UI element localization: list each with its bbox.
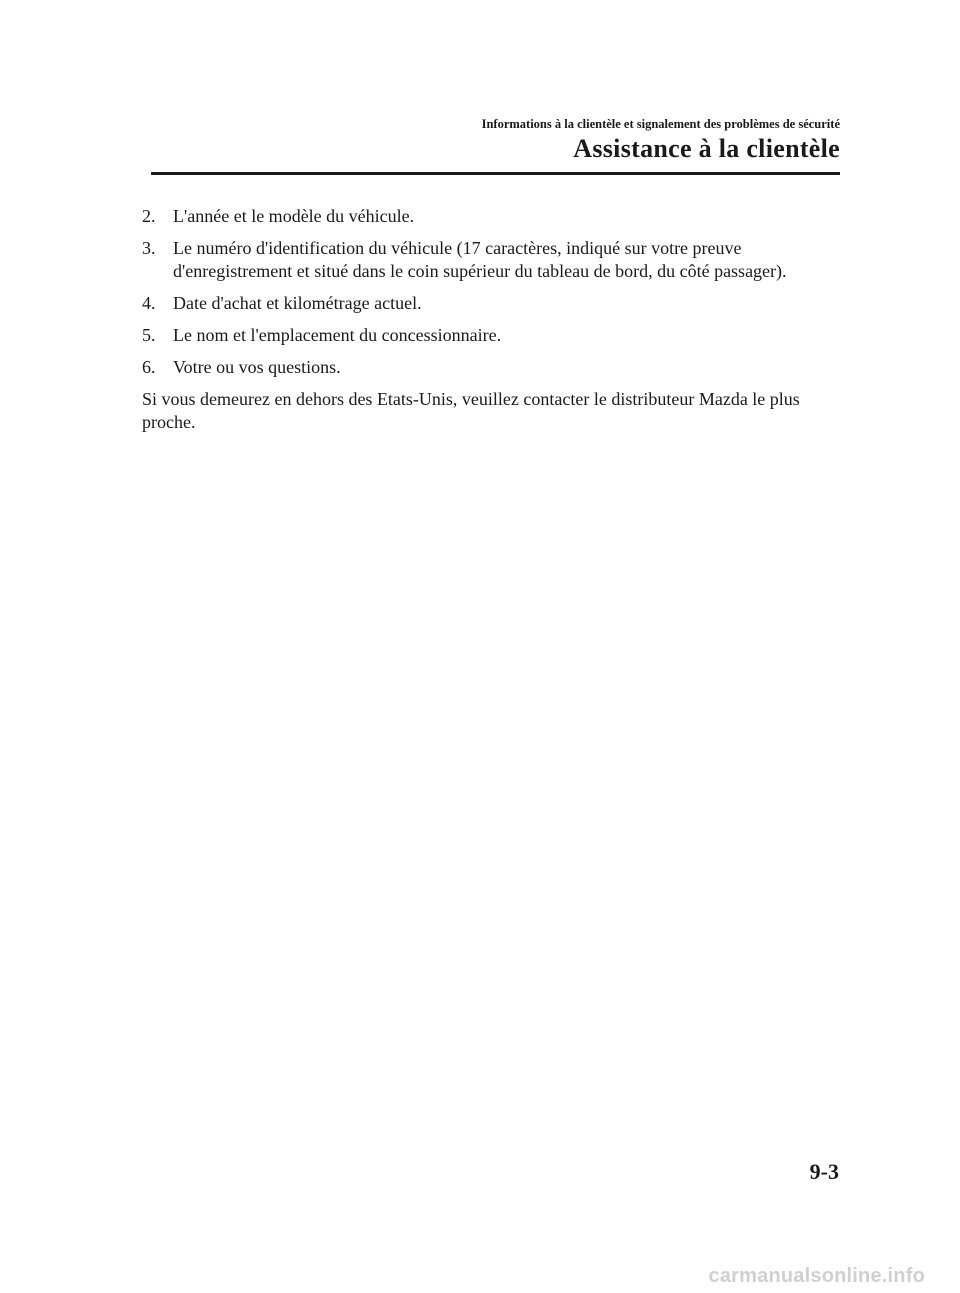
header-divider xyxy=(151,172,840,175)
list-item-text: Date d'achat et kilométrage actuel. xyxy=(173,293,422,313)
chapter-title: Informations à la clientèle et signalement des problèmes de sécurité xyxy=(481,117,840,131)
page-number: 9-3 xyxy=(809,1159,839,1184)
list-item-text: Le nom et l'emplacement du concessionnaire. xyxy=(173,325,502,345)
list-item xyxy=(142,292,840,315)
watermark: carmanualsonline.info xyxy=(708,1265,925,1287)
list-item xyxy=(142,205,840,228)
list-item-number: 6. xyxy=(142,357,156,377)
body-paragraph: Si vous demeurez en dehors des Etats-Unis, veuillez contacter le distributeur Mazda le plus proche. xyxy=(142,389,800,432)
list-item-text: Le numéro d'identification du véhicule (17 caractères, indiqué sur votre preuve d'enregistrement et situé dans le coin supérieur du tableau de bord, du côté passager). xyxy=(173,238,787,281)
list-item xyxy=(142,356,840,379)
list-item-number: 2. xyxy=(142,206,156,226)
list-item-text: Votre ou vos questions. xyxy=(173,357,341,377)
list-item-number: 5. xyxy=(142,325,156,345)
list-item-number: 3. xyxy=(142,238,156,258)
list-item-text: L'année et le modèle du véhicule. xyxy=(173,206,415,226)
list-item xyxy=(142,324,840,347)
list-item-number: 4. xyxy=(142,293,156,313)
list-item xyxy=(142,237,840,283)
body-content xyxy=(142,205,840,452)
section-title: Assistance à la clientèle xyxy=(573,134,840,163)
